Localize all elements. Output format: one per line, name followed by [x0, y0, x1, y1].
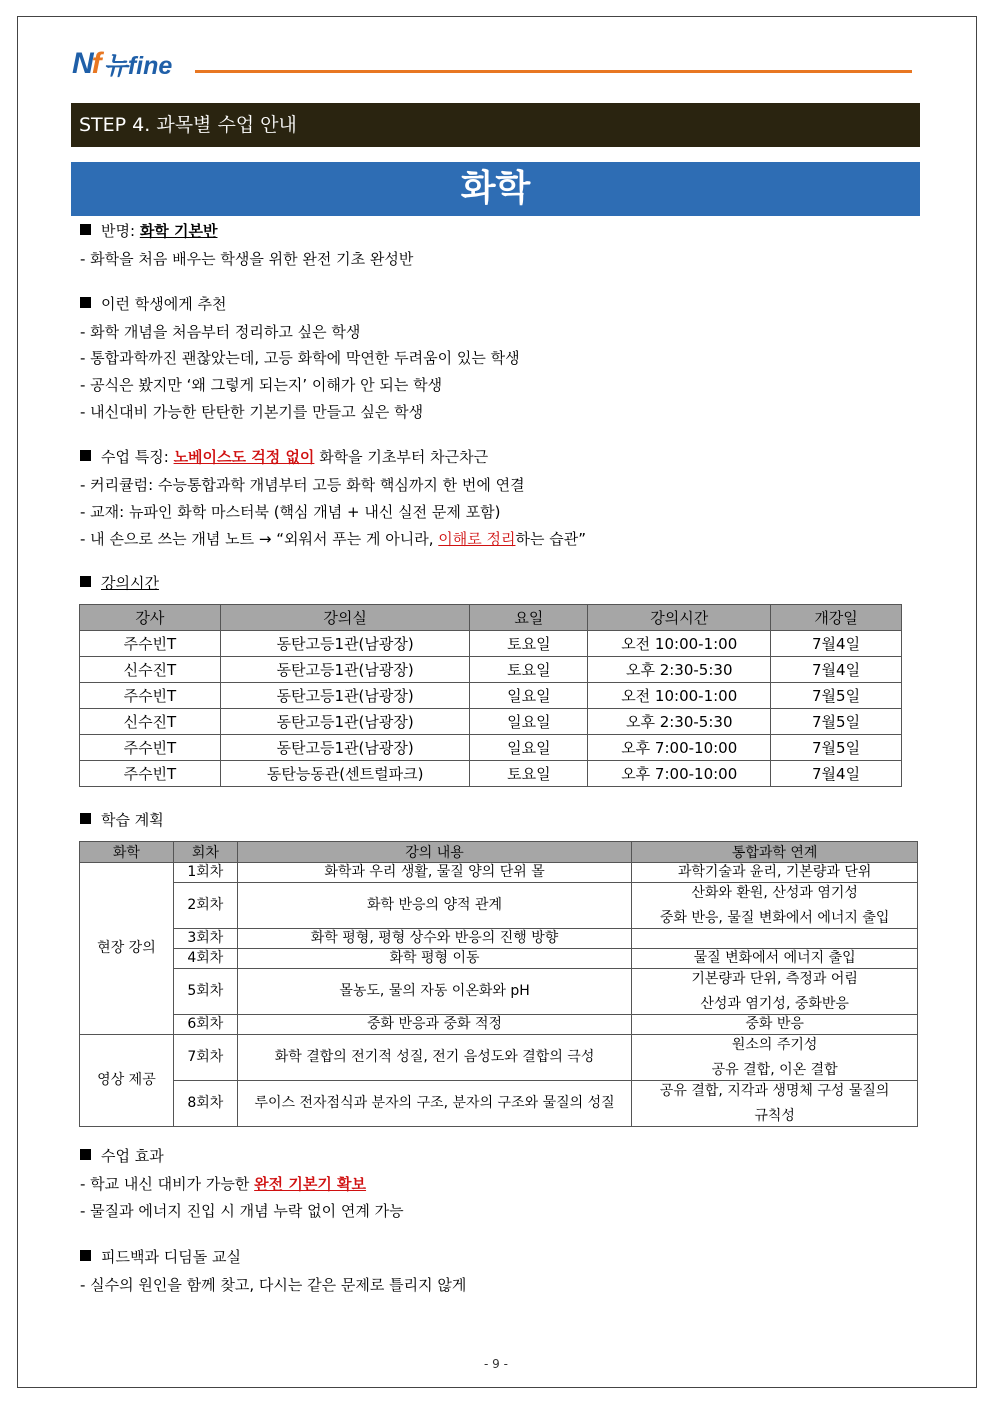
- square-bullet-icon: [80, 450, 91, 461]
- table-header-row: [80, 605, 902, 631]
- recommend-heading: 이런 학생에게 추천: [80, 294, 226, 314]
- class-name: 화학 기본반: [139, 222, 218, 240]
- table-row: 3회차 화학 평형, 평형 상수와 반응의 진행 방향: [80, 929, 918, 949]
- table-row: 주수빈T 동탄능동관(센트럴파크) 토요일 오후 7:00-10:00 7월4일: [80, 761, 902, 787]
- effect-heading: 수업 효과: [80, 1146, 164, 1166]
- list-item: - 내 손으로 쓰는 개념 노트 → “외워서 푸는 게 아니라, 이해로 정리하는 습관”: [80, 530, 586, 548]
- features-highlight: 노베이스도 걱정 없이: [173, 448, 315, 466]
- table-row: 5회차 몰농도, 물의 자동 이온화와 pH 기본량과 단위, 측정과 어림 산성과 염기성, 중화반응: [80, 969, 918, 1015]
- logo-mark: Nf: [72, 47, 100, 80]
- list-item: - 통합과학까진 괜찮았는데, 고등 화학에 막연한 두려움이 있는 학생: [80, 349, 520, 367]
- page-number: - 9 -: [484, 1357, 508, 1371]
- list-item: - 커리큘럼: 수능통합과학 개념부터 고등 화학 핵심까지 한 번에 연결: [80, 476, 525, 494]
- table-row: 신수진T 동탄고등1관(남광장) 토요일 오후 2:30-5:30 7월4일: [80, 657, 902, 683]
- list-item: - 학교 내신 대비가 가능한 완전 기본기 확보: [80, 1175, 367, 1193]
- list-item: - 공식은 봤지만 ‘왜 그렇게 되는지’ 이해가 안 되는 학생: [80, 376, 443, 394]
- table-row: 2회차 화학 반응의 양적 관계 산화와 환원, 산성과 염기성 중화 반응, 물질 변화에서 에너지 출입: [80, 883, 918, 929]
- column-header: 강의시간: [588, 605, 771, 631]
- plan-table: [79, 841, 918, 1127]
- table-row: 주수빈T 동탄고등1관(남광장) 일요일 오전 10:00-1:00 7월5일: [80, 683, 902, 709]
- square-bullet-icon: [80, 576, 91, 587]
- column-header: 강의 내용: [237, 842, 632, 863]
- column-header: 개강일: [771, 605, 902, 631]
- header-divider: [195, 70, 912, 73]
- list-item: - 화학 개념을 처음부터 정리하고 싶은 학생: [80, 323, 361, 341]
- class-description: - 화학을 처음 배우는 학생을 위한 완전 기초 완성반: [80, 250, 414, 268]
- logo-text: 뉴fine: [103, 52, 173, 80]
- effect-highlight: 완전 기본기 확보: [254, 1175, 367, 1193]
- group-live: 현장 강의: [80, 863, 174, 1035]
- table-row: 8회차 루이스 전자점식과 분자의 구조, 분자의 구조와 물질의 성질 공유 결합, 지각과 생명체 구성 물질의 규칙성: [80, 1081, 918, 1127]
- list-item: - 실수의 원인을 함께 찾고, 다시는 같은 문제로 틀리지 않게: [80, 1276, 467, 1294]
- table-row: 주수빈T 동탄고등1관(남광장) 일요일 오후 7:00-10:00 7월5일: [80, 735, 902, 761]
- table-row: 현장 강의 1회차 화학과 우리 생활, 물질 양의 단위 몰 과학기술과 윤리, 기본량과 단위: [80, 863, 918, 883]
- table-header-row: [80, 842, 918, 863]
- step-title: STEP 4. 과목별 수업 안내: [71, 103, 920, 147]
- square-bullet-icon: [80, 1250, 91, 1261]
- feedback-heading: 피드백과 디딤돌 교실: [80, 1247, 241, 1267]
- plan-heading: 학습 계획: [80, 810, 164, 830]
- column-header: 회차: [173, 842, 237, 863]
- table-row: 신수진T 동탄고등1관(남광장) 일요일 오후 2:30-5:30 7월5일: [80, 709, 902, 735]
- column-header: 요일: [470, 605, 588, 631]
- table-row: 4회차 화학 평형 이동 물질 변화에서 에너지 출입: [80, 949, 918, 969]
- list-item: - 물질과 에너지 진입 시 개념 누락 없이 연계 가능: [80, 1202, 404, 1220]
- list-item: - 내신대비 가능한 탄탄한 기본기를 만들고 싶은 학생: [80, 403, 424, 421]
- features-heading: 수업 특징: 노베이스도 걱정 없이 화학을 기초부터 차근차근: [80, 447, 488, 467]
- class-name-heading: 반명: 화학 기본반: [80, 221, 218, 241]
- square-bullet-icon: [80, 224, 91, 235]
- column-header: 강사: [80, 605, 221, 631]
- table-row: 영상 제공 7회차 화학 결합의 전기적 성질, 전기 음성도와 결합의 극성 원소의 주기성 공유 결합, 이온 결합: [80, 1035, 918, 1081]
- list-item: - 교재: 뉴파인 화학 마스터북 (핵심 개념 + 내신 실전 문제 포함): [80, 503, 501, 521]
- logo: [72, 46, 172, 82]
- schedule-heading: 강의시간: [80, 573, 159, 593]
- square-bullet-icon: [80, 297, 91, 308]
- square-bullet-icon: [80, 813, 91, 824]
- group-video: 영상 제공: [80, 1035, 174, 1127]
- features-note-highlight: 이해로 정리: [438, 530, 516, 548]
- column-header: 강의실: [220, 605, 470, 631]
- table-row: 6회차 중화 반응과 중화 적정 중화 반응: [80, 1015, 918, 1035]
- table-row: 주수빈T 동탄고등1관(남광장) 토요일 오전 10:00-1:00 7월4일: [80, 631, 902, 657]
- column-header: 통합과학 연계: [632, 842, 918, 863]
- square-bullet-icon: [80, 1149, 91, 1160]
- subject-title: 화학: [71, 162, 920, 216]
- column-header: 화학: [80, 842, 174, 863]
- schedule-table: [79, 604, 902, 787]
